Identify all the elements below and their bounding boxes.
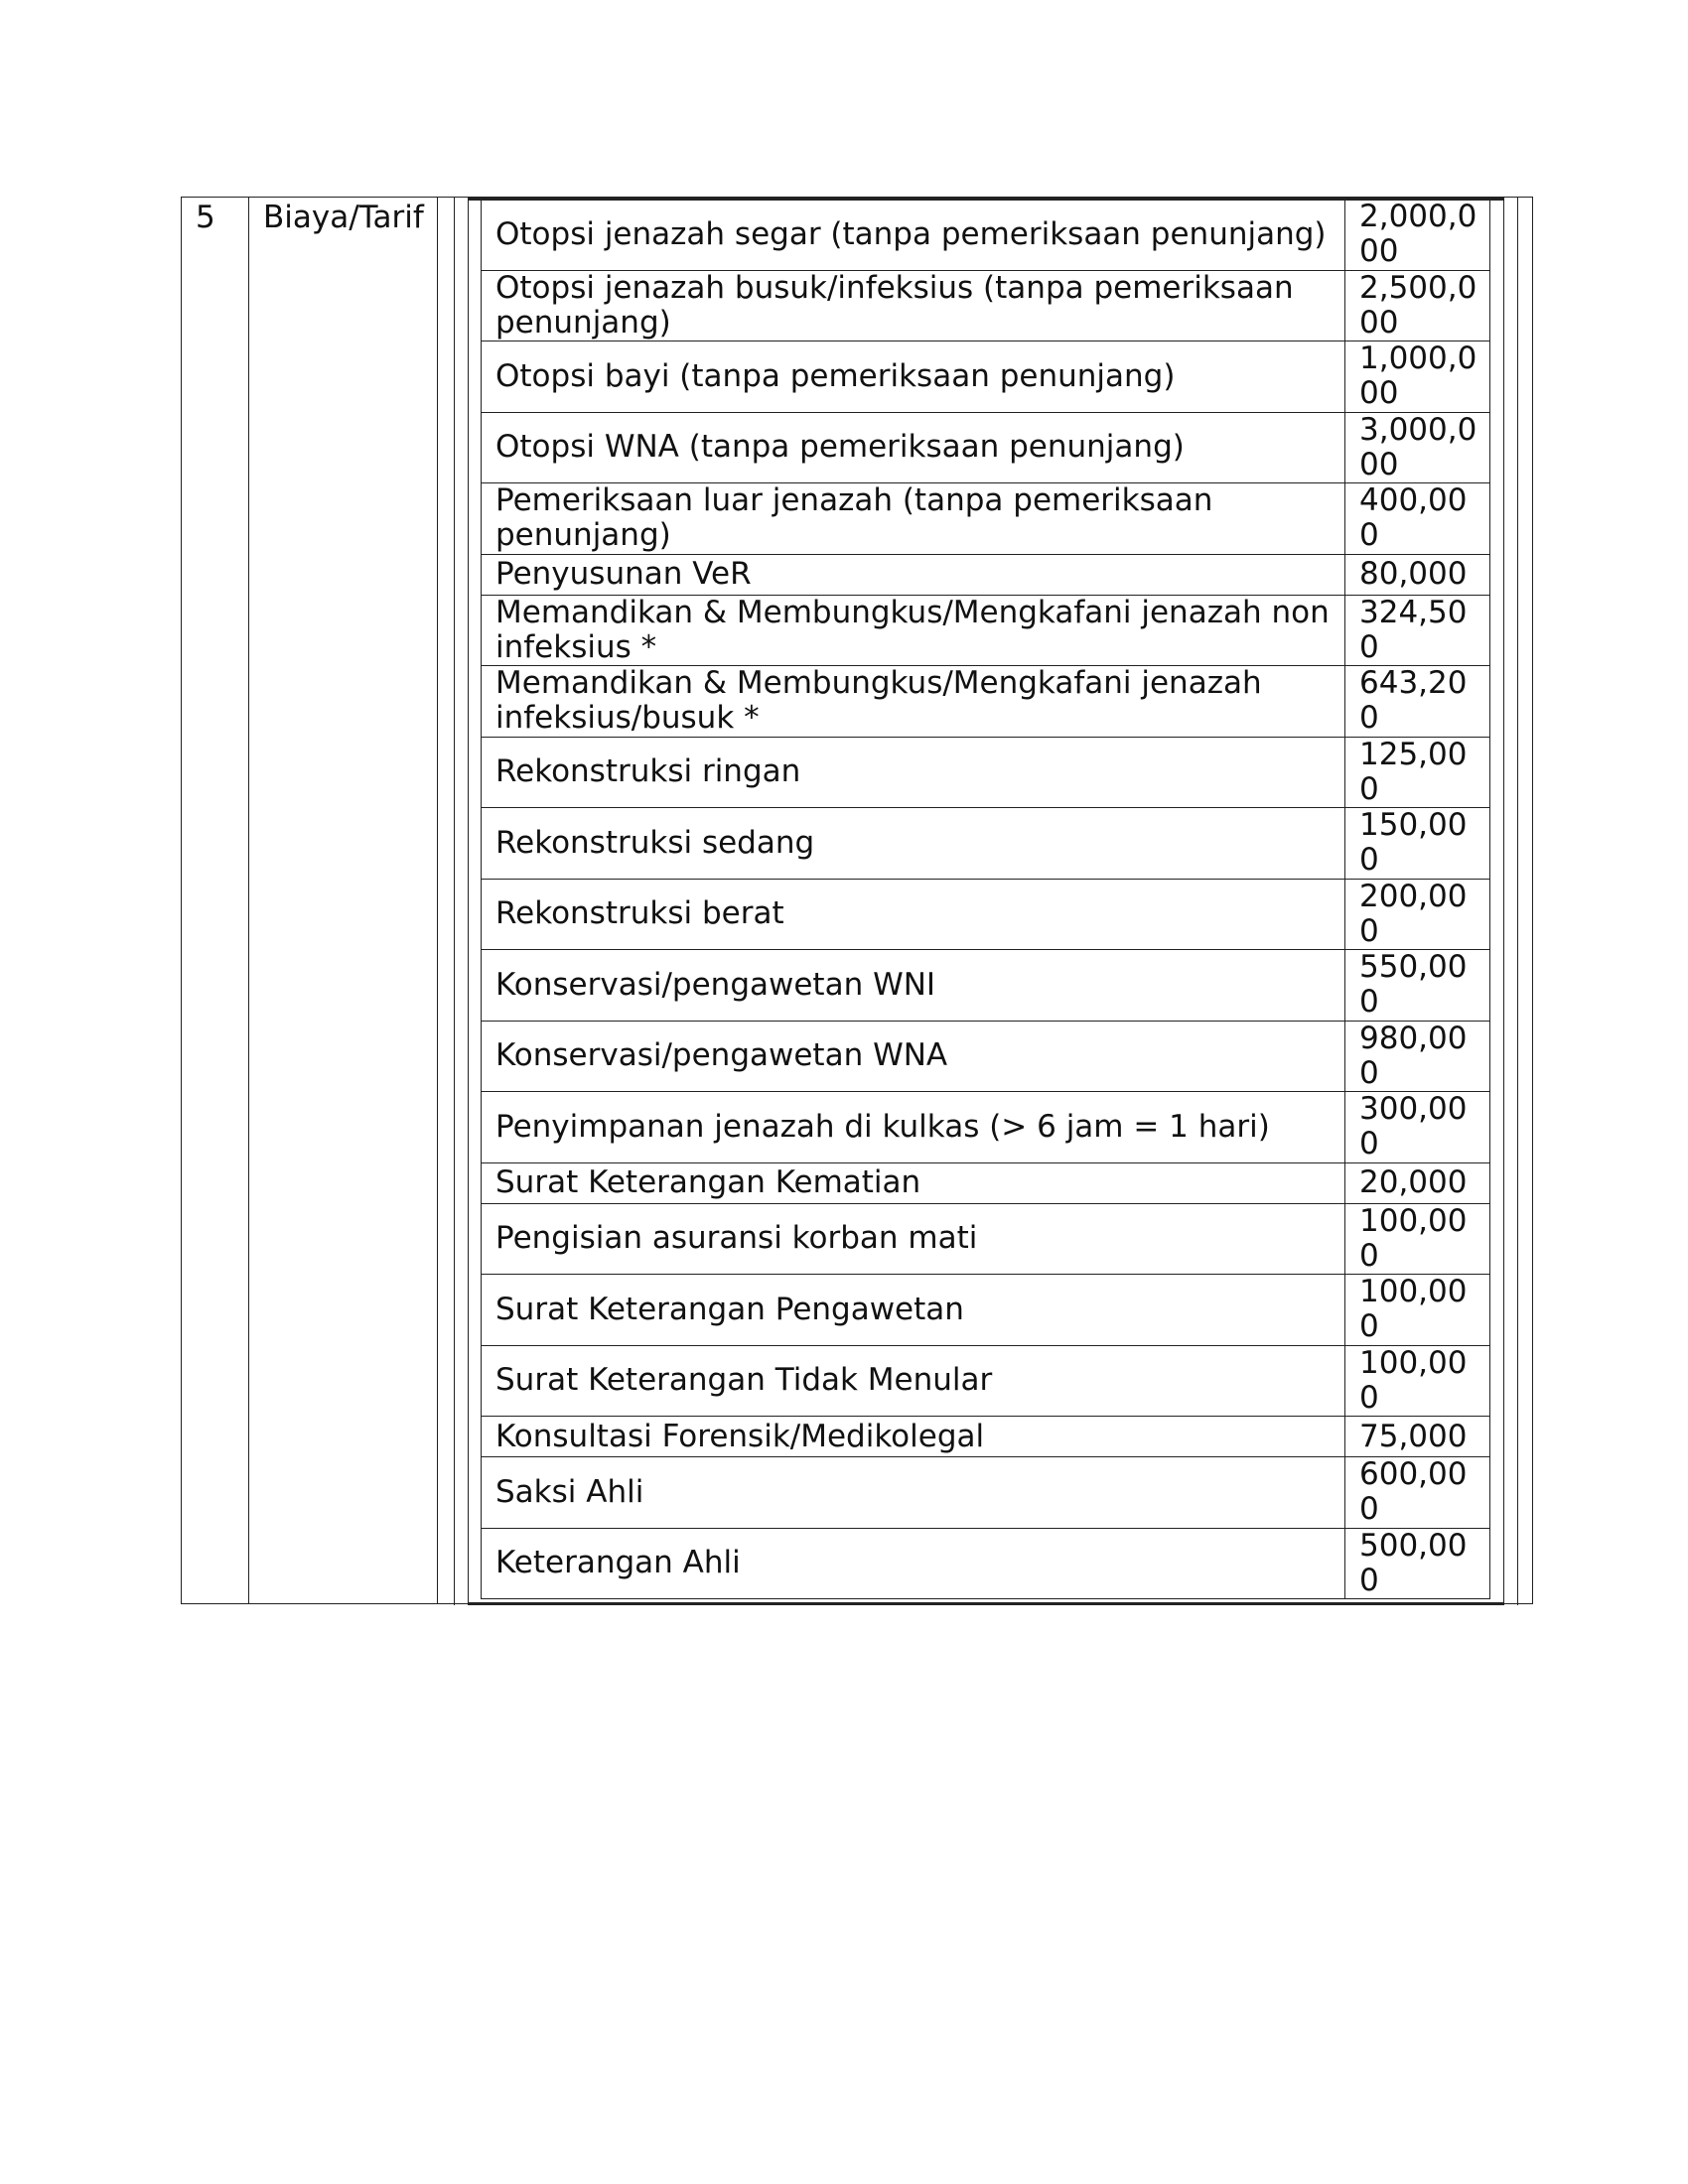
price-row (482, 412, 1490, 483)
service-description: Otopsi bayi (tanpa pemeriksaan penunjang) (482, 341, 1345, 413)
service-description: Rekonstruksi sedang (482, 808, 1345, 880)
price-line: 300,00 (1359, 1091, 1468, 1128)
price-line: 0 (1359, 1379, 1379, 1416)
price-line: 00 (1359, 233, 1399, 270)
price-line: 0 (1359, 1491, 1379, 1528)
service-price (1345, 879, 1490, 950)
service-price (1345, 1417, 1490, 1457)
price-line: 80,000 (1359, 556, 1468, 592)
price-line: 550,00 (1359, 949, 1468, 986)
price-row (482, 1275, 1490, 1346)
service-price (1345, 950, 1490, 1022)
service-description: Rekonstruksi ringan (482, 737, 1345, 808)
service-description: Penyimpanan jenazah di kulkas (> 6 jam = 1 hari) (482, 1092, 1345, 1163)
price-line: 00 (1359, 304, 1399, 341)
service-description: Surat Keterangan Kematian (482, 1162, 1345, 1203)
price-line: 200,00 (1359, 879, 1468, 914)
price-row (482, 554, 1490, 595)
price-line: 600,00 (1359, 1456, 1468, 1493)
price-line: 0 (1359, 628, 1379, 665)
service-description: Otopsi jenazah busuk/infeksius (tanpa pemeriksaan penunjang) (482, 270, 1345, 341)
service-price (1345, 1021, 1490, 1092)
service-description: Konservasi/pengawetan WNA (482, 1021, 1345, 1092)
price-line: 1,000,0 (1359, 341, 1477, 377)
service-description: Saksi Ahli (482, 1457, 1345, 1529)
price-line: 150,00 (1359, 807, 1468, 844)
service-description: Otopsi WNA (tanpa pemeriksaan penunjang) (482, 412, 1345, 483)
price-line: 980,00 (1359, 1021, 1468, 1056)
row-number: 5 (196, 200, 215, 235)
price-line: 0 (1359, 1562, 1379, 1598)
price-line: 125,00 (1359, 737, 1468, 772)
price-row (482, 1021, 1490, 1092)
service-price (1345, 1162, 1490, 1203)
price-row (482, 950, 1490, 1022)
price-row (482, 1457, 1490, 1529)
price-row (482, 1528, 1490, 1599)
service-description: Keterangan Ahli (482, 1528, 1345, 1599)
price-line: 0 (1359, 1308, 1379, 1345)
price-line: 3,000,0 (1359, 412, 1477, 448)
price-row (482, 808, 1490, 880)
price-row (482, 595, 1490, 666)
service-price (1345, 554, 1490, 595)
service-description: Memandikan & Membungkus/Mengkafani jenazah non infeksius * (482, 595, 1345, 666)
price-row (482, 666, 1490, 738)
service-description: Pengisian asuransi korban mati (482, 1203, 1345, 1275)
service-price (1345, 737, 1490, 808)
price-line: 643,20 (1359, 665, 1468, 702)
service-price (1345, 483, 1490, 555)
price-line: 2,000,0 (1359, 199, 1477, 235)
service-price (1345, 595, 1490, 666)
price-row (482, 879, 1490, 950)
price-line: 500,00 (1359, 1528, 1468, 1564)
service-price (1345, 341, 1490, 413)
service-description: Memandikan & Membungkus/Mengkafani jenazah infeksius/busuk * (482, 666, 1345, 738)
price-line: 0 (1359, 912, 1379, 949)
row-number-cell (182, 198, 249, 1603)
service-price (1345, 200, 1490, 271)
price-row (482, 1417, 1490, 1457)
price-line: 324,50 (1359, 595, 1468, 630)
tariff-table (181, 197, 1533, 1604)
price-line: 2,500,0 (1359, 270, 1477, 306)
service-description: Surat Keterangan Tidak Menular (482, 1345, 1345, 1417)
price-line: 00 (1359, 375, 1399, 412)
price-row (482, 270, 1490, 341)
price-line: 0 (1359, 1126, 1379, 1162)
service-price (1345, 1275, 1490, 1346)
service-description: Rekonstruksi berat (482, 879, 1345, 950)
service-price (1345, 1457, 1490, 1529)
price-line: 0 (1359, 517, 1379, 554)
service-price (1345, 270, 1490, 341)
price-list-table (481, 199, 1490, 1599)
service-price (1345, 666, 1490, 738)
price-line: 0 (1359, 842, 1379, 879)
service-price (1345, 1203, 1490, 1275)
price-line: 0 (1359, 984, 1379, 1021)
service-price (1345, 1345, 1490, 1417)
service-description: Penyusunan VeR (482, 554, 1345, 595)
price-line: 20,000 (1359, 1164, 1468, 1200)
price-row (482, 483, 1490, 555)
price-row (482, 1345, 1490, 1417)
service-price (1345, 1528, 1490, 1599)
price-list-body (482, 200, 1490, 1599)
price-line: 100,00 (1359, 1345, 1468, 1381)
price-line: 0 (1359, 1054, 1379, 1091)
price-line: 400,00 (1359, 482, 1468, 519)
price-row (482, 1203, 1490, 1275)
row-label: Biaya/Tarif (263, 200, 424, 235)
service-price (1345, 1092, 1490, 1163)
price-line: 100,00 (1359, 1203, 1468, 1239)
price-line: 100,00 (1359, 1274, 1468, 1310)
price-line: 0 (1359, 700, 1379, 737)
row-label-cell (249, 198, 438, 1603)
price-line: 0 (1359, 1237, 1379, 1274)
price-row (482, 1162, 1490, 1203)
price-row (482, 1092, 1490, 1163)
price-row (482, 341, 1490, 413)
service-description: Surat Keterangan Pengawetan (482, 1275, 1345, 1346)
price-row (482, 737, 1490, 808)
service-description: Pemeriksaan luar jenazah (tanpa pemeriksaan penunjang) (482, 483, 1345, 555)
price-line: 75,000 (1359, 1418, 1468, 1454)
service-description: Konservasi/pengawetan WNI (482, 950, 1345, 1022)
price-line: 00 (1359, 446, 1399, 482)
price-line: 0 (1359, 770, 1379, 807)
service-description: Konsultasi Forensik/Medikolegal (482, 1417, 1345, 1457)
service-price (1345, 808, 1490, 880)
service-description: Otopsi jenazah segar (tanpa pemeriksaan penunjang) (482, 200, 1345, 271)
price-row (482, 200, 1490, 271)
service-price (1345, 412, 1490, 483)
